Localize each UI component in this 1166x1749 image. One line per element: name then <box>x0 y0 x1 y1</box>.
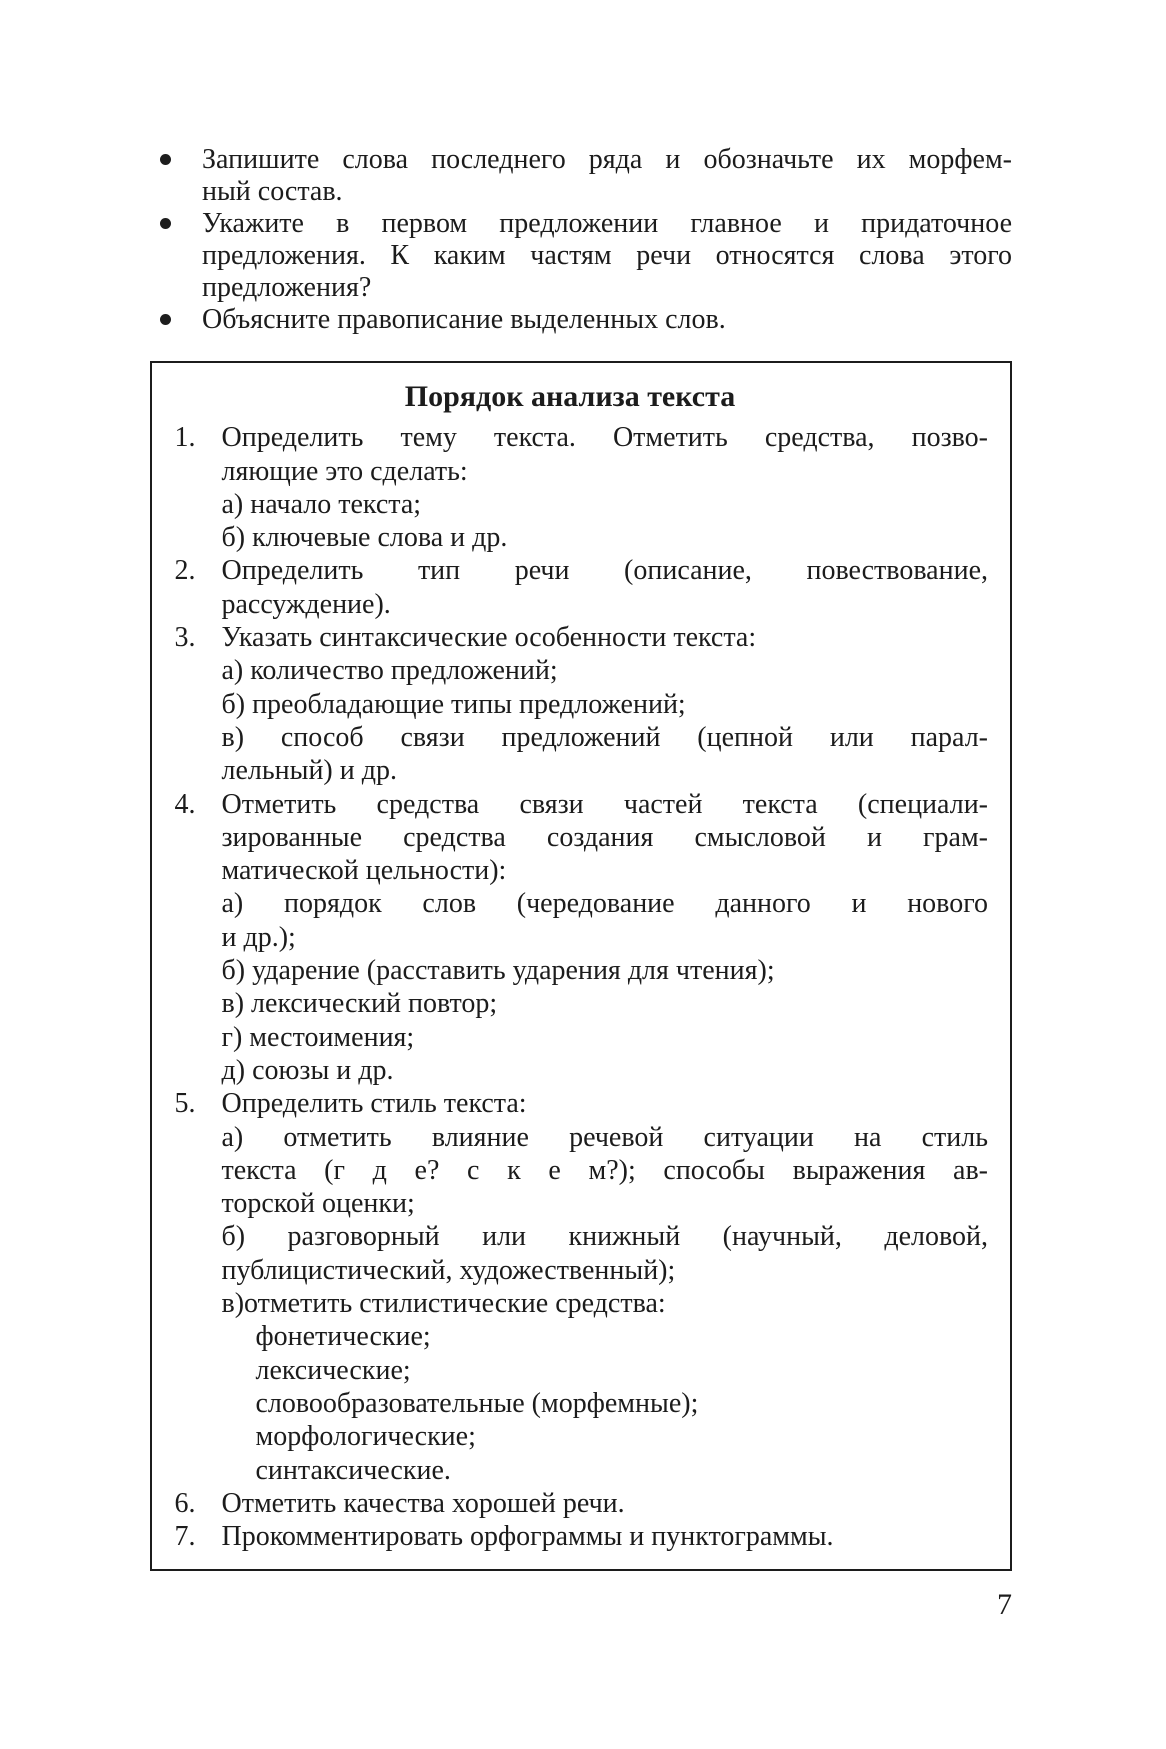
bullet-icon <box>160 144 202 208</box>
text-line: б) преобладающие типы предложений; <box>221 688 686 720</box>
page-number: 7 <box>997 1588 1012 1621</box>
text-line: а) количество предложений; <box>221 655 558 687</box>
analysis-box <box>150 361 1012 1571</box>
list-item <box>160 304 1012 336</box>
text-line: и др.); <box>221 921 296 953</box>
text-line: текста (г д е? с к е м?); способы выражения ав- <box>221 1154 988 1186</box>
text-line: ный состав. <box>202 176 343 207</box>
item-number: 7. <box>174 1521 196 1553</box>
text-line: Укажите в первом предложении главное и придаточное <box>202 208 1012 239</box>
item-number: 4. <box>174 788 196 820</box>
item-text <box>222 1087 989 1487</box>
list-item <box>160 208 1012 304</box>
item-text <box>222 554 989 621</box>
numbered-item <box>152 1487 988 1520</box>
text-line: Отметить качества хорошей речи. <box>221 1487 625 1519</box>
text-line: в)отметить стилистические средства: <box>221 1288 666 1320</box>
item-text <box>222 1520 989 1553</box>
text-line: рассуждение). <box>221 588 391 620</box>
text-line: в) лексический повтор; <box>221 988 498 1020</box>
bullet-icon <box>160 304 202 336</box>
text-line: словообразовательные (морфемные); <box>255 1387 699 1419</box>
text-line: матической цельности): <box>221 855 507 887</box>
text-line: Определить тип речи (описание, повествование, <box>221 555 988 587</box>
text-line: б) ударение (расставить ударения для чтения); <box>221 955 775 987</box>
item-text <box>222 621 989 787</box>
text-line: публицистический, художественный); <box>221 1254 676 1286</box>
text-line: предложения? <box>202 272 372 303</box>
text-line: торской оценки; <box>221 1188 415 1220</box>
text-line: Определить стиль текста: <box>221 1088 527 1120</box>
text-line: г) местоимения; <box>221 1021 415 1053</box>
numbered-item <box>152 788 988 1088</box>
item-number: 1. <box>174 422 196 454</box>
text-line: Объясните правописание выделенных слов. <box>202 304 726 335</box>
text-line: а) порядок слов (чередование данного и нового <box>221 888 988 920</box>
text-line: фонетические; <box>255 1321 431 1353</box>
item-text <box>222 421 989 554</box>
text-line: Определить тему текста. Отметить средства, позво- <box>221 422 988 454</box>
item-number: 2. <box>174 555 196 587</box>
text-line: морфологические; <box>255 1421 476 1453</box>
text-line: лексические; <box>255 1354 411 1386</box>
numbered-item <box>152 621 988 787</box>
text-line: а) начало текста; <box>221 488 422 520</box>
item-number: 3. <box>174 622 196 654</box>
item-number: 5. <box>174 1088 196 1120</box>
numbered-item <box>152 554 988 621</box>
text-line: б) ключевые слова и др. <box>221 522 508 554</box>
text-line: зированные средства создания смысловой и грам- <box>221 821 988 853</box>
item-number: 6. <box>174 1487 196 1519</box>
item-text <box>222 788 989 1088</box>
bullet-text <box>202 144 1012 208</box>
text-line: д) союзы и др. <box>221 1054 394 1086</box>
numbered-item <box>152 421 988 554</box>
numbered-item <box>152 1520 988 1553</box>
numbered-item <box>152 1087 988 1487</box>
text-line: Отметить средства связи частей текста (специали- <box>221 788 988 820</box>
text-line: в) способ связи предложений (цепной или парал- <box>221 721 988 753</box>
text-line: предложения. К каким частям речи относятся слова этого <box>202 240 1012 271</box>
text-line: б) разговорный или книжный (научный, деловой, <box>221 1221 988 1253</box>
list-item <box>160 144 1012 208</box>
text-line: Указать синтаксические особенности текста: <box>221 622 757 654</box>
bullet-icon <box>160 208 202 304</box>
bullet-text <box>202 208 1012 304</box>
bullet-text <box>202 304 1012 336</box>
intro-bullet-list <box>160 144 1012 336</box>
text-line: ляющие это сделать: <box>221 455 468 487</box>
text-line: а) отметить влияние речевой ситуации на стиль <box>221 1121 988 1153</box>
text-line: Прокомментировать орфограммы и пунктограммы. <box>221 1521 834 1553</box>
text-line: Запишите слова последнего ряда и обозначьте их морфем- <box>202 144 1012 175</box>
text-line: синтаксические. <box>255 1454 451 1486</box>
box-title: Порядок анализа текста <box>404 380 736 413</box>
item-text <box>222 1487 989 1520</box>
text-line: лельный) и др. <box>221 755 397 787</box>
